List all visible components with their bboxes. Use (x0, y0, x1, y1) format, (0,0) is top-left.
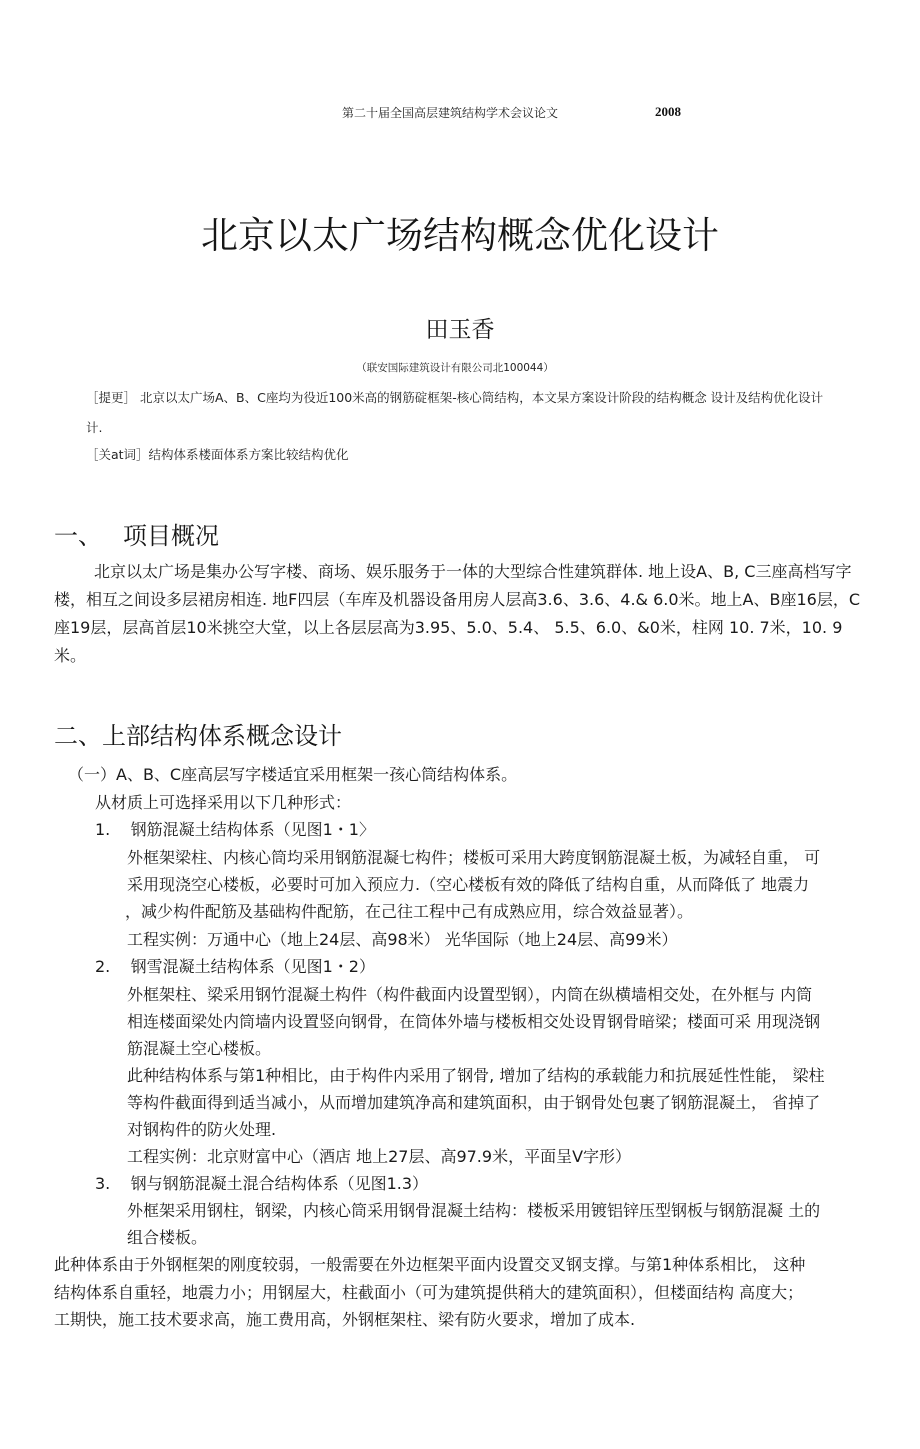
body-line: 从材质上可选择采用以下几种形式： (95, 793, 352, 812)
body-line: 工程实例：北京财富中心（酒店 地上27层、高97.9米，平面呈V字形） (127, 1147, 632, 1166)
body-line: （一）A、B、C座高层写字楼适宜采用框架一孩心筒结构体系。 (68, 765, 518, 784)
body-line: 筋混凝土空心楼板。 (127, 1039, 272, 1058)
author-name: 田玉香 (425, 317, 495, 343)
body-line: 外框架梁柱、内核心筒均采用钢筋混凝七构件；楼板可采用大跨度钢筋混凝土板，为减轻自重， 可 (127, 848, 821, 867)
running-header-year: 2008 (655, 104, 681, 119)
section-1-title: 项目概况 (123, 522, 219, 550)
section-1-number: 一、 (54, 522, 102, 550)
body-line: 外框架采用钢柱，钢梁，内核心筒采用钢骨混凝土结构：楼板采用镀铝锌压型钢板与钢筋混凝 土的 (127, 1201, 821, 1220)
body-line: 组合楼板。 (127, 1228, 208, 1247)
list-item-1-heading: 1. 钢筋混凝土结构体系（见图1・1〉 (95, 820, 375, 839)
list-item-3-heading: 3. 钢与钢筋混凝土混合结构体系（见图1.3） (95, 1174, 429, 1193)
section-2-title: 二、上部结构体系概念设计 (54, 722, 342, 750)
body-line: 工程实例：万通中心（地上24层、高98米） 光华国际（地上24层、高99米） (127, 930, 678, 949)
paper-title: 北京以太广场结构概念优化设计 (201, 214, 719, 257)
body-line: 外框架柱、梁采用钢竹混凝土构件（构件截面内设置型钢），内筒在纵横墙相交处，在外框与 内筒 (127, 985, 813, 1004)
body-line: ，减少构件配筋及基础构件配筋，在己往工程中己有成熟应用，综合效益显著）。 (125, 902, 694, 921)
body-line: 此种结构体系与第1种相比，由于构件内采用了钢骨, 增加了结构的承载能力和抗展延性性能， 梁柱 (127, 1066, 825, 1085)
abstract-line-2: 计. (86, 420, 103, 435)
body-line: 相连楼面梁处内筒墙内设置竖向钢骨，在筒体外墙与楼板相交处设胃钢骨暗梁；楼面可采 用现浇钢 (127, 1012, 821, 1031)
body-line: 采用现浇空心楼板，必要时可加入预应力.（空心楼板有效的降低了结构自重，从而降低了 地震力 (127, 875, 810, 894)
keywords: ［关at词］结构体系楼面体系方案比较结构优化 (86, 447, 349, 462)
list-item-2-heading: 2. 钢雪混凝土结构体系（见图1・2） (95, 957, 375, 976)
body-line: 对钢构件的防火处理. (127, 1120, 277, 1139)
abstract-line-1: ［提更］ 北京以太广场A、B、C座均为役近100米高的钢筋碇框架-核心筒结构，本文杲方案设计阶段的结构概念 设计及结构优化设计 (86, 390, 824, 405)
running-header: 第二十届全国高层建筑结构学术会议论文 (342, 106, 559, 120)
body-line: 此种体系由于外钢框架的刚度较弱，一般需要在外边框架平面内设置交叉钢支撑。与第1种体系相比， 这种 (54, 1255, 806, 1274)
section-1-text: 北京以太广场是集办公写字楼、商场、娱乐服务于一体的大型综合性建筑群体. 地上设A、B, C三座高档写字楼，相互之间设多层裙房相连. 地F四层（车库及机器设备用房人层高3.6、3.6、4.& 6.0米。地上A、B座16层，C座19层，层高首层10米挑空大堂，以上各层层高为3.95、5.0、5.4、 5.5、6.0、&0米，柱网 10. 7米，10. 9米。 (54, 562, 860, 665)
author-affiliation: （联安国际建筑设计有限公司北100044） (356, 362, 554, 374)
body-line: 等构件截面得到适当减小，从而增加建筑净高和建筑面积，由于钢骨处包裹了钢筋混凝土， 省掉了 (127, 1093, 821, 1112)
body-line: 工期快，施工技术要求高，施工费用高，外钢框架柱、梁有防火要求，增加了成本. (54, 1310, 636, 1329)
body-line: 结构体系自重轻，地震力小；用钢屋大，柱截面小（可为建筑提供稍大的建筑面积），但楼面结构 高度大； (54, 1283, 804, 1302)
section-1-paragraph (54, 558, 864, 670)
